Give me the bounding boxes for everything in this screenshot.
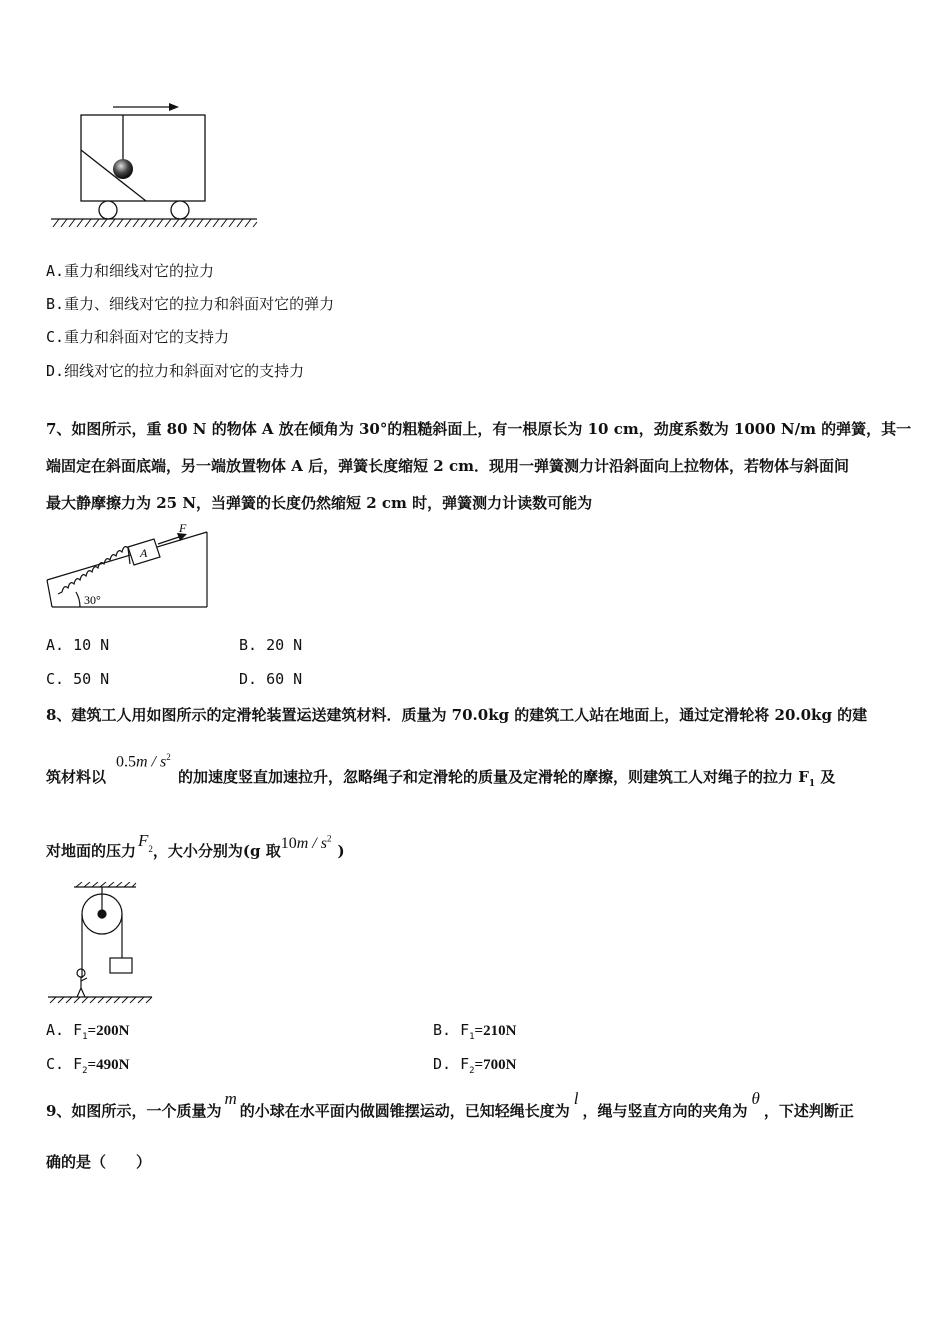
worker-head bbox=[77, 969, 85, 977]
q8-f2-symbol: F bbox=[138, 831, 149, 850]
q8-line3-prefix: 对地面的压力 bbox=[46, 842, 137, 860]
q8-option-c-pre: C. F bbox=[46, 1055, 83, 1073]
q8-line-1: 8、建筑工人用如图所示的定滑轮装置运送建筑材料．质量为 70.0kg 的建筑工人站在地面上，通过定滑轮将 20.0kg 的建 bbox=[46, 706, 868, 724]
incline-end bbox=[47, 580, 52, 607]
wheel-right bbox=[171, 201, 189, 219]
angle-label: 30° bbox=[84, 593, 101, 607]
q9-line-1 bbox=[46, 1089, 854, 1121]
q8-g-num: 10 bbox=[280, 835, 297, 852]
q9-part2: 的小球在水平面内做圆锥摆运动，已知轻绳长度为 bbox=[239, 1102, 570, 1120]
q9-part4: ，下述判断正 bbox=[763, 1102, 854, 1120]
incline-slope bbox=[47, 532, 207, 580]
incline-line bbox=[81, 150, 146, 201]
q8-option-d-pre: D. F bbox=[433, 1055, 470, 1073]
q6-option-c[interactable]: C.重力和斜面对它的支持力 bbox=[46, 328, 230, 346]
cart-figure bbox=[45, 98, 265, 230]
q7-line-3: 最大静摩擦力为 25 N，当弹簧的长度仍然缩短 2 cm 时，弹簧测力计读数可能为 bbox=[46, 494, 593, 512]
q8-line2-end: 及 bbox=[815, 768, 836, 786]
worker-leg-r bbox=[81, 988, 85, 997]
q9-line-2: 确的是（ ） bbox=[46, 1153, 152, 1171]
q6-option-b[interactable]: B.重力、细线对它的拉力和斜面对它的弹力 bbox=[46, 295, 335, 313]
ceiling-hatch bbox=[76, 882, 136, 887]
q8-option-a-sub: 1 bbox=[82, 1032, 88, 1042]
q8-g-expr bbox=[281, 835, 332, 852]
q7-option-b[interactable]: B. 20 N bbox=[239, 636, 303, 654]
q8-g-unit: m / s bbox=[296, 835, 327, 852]
q8-option-b-post: =210N bbox=[474, 1023, 517, 1039]
pulley-figure bbox=[44, 882, 156, 1006]
q8-option-b-sub: 1 bbox=[469, 1032, 475, 1042]
q8-option-c-post: =490N bbox=[87, 1057, 130, 1073]
floor-hatch bbox=[50, 997, 152, 1003]
wheel-left bbox=[99, 201, 117, 219]
ball bbox=[113, 159, 133, 179]
q8-option-a-pre: A. F bbox=[46, 1021, 83, 1039]
q8-option-d[interactable] bbox=[433, 1055, 516, 1076]
incline-figure bbox=[42, 520, 214, 612]
q8-option-d-post: =700N bbox=[474, 1057, 517, 1073]
q8-f2-sub: 2 bbox=[148, 844, 153, 854]
angle-arc bbox=[76, 592, 80, 607]
spring-coil bbox=[58, 547, 130, 594]
q8-line3-end: ) bbox=[337, 842, 345, 860]
q8-line2-prefix: 筑材料以 bbox=[46, 768, 107, 786]
q8-g-exp: 2 bbox=[326, 833, 332, 844]
load-box bbox=[110, 958, 132, 973]
q8-accel-exp: 2 bbox=[166, 752, 171, 762]
arrow-head bbox=[169, 103, 179, 111]
q8-accel-unit: m / s bbox=[136, 753, 167, 771]
q9-theta: θ bbox=[751, 1089, 760, 1108]
q6-option-a[interactable]: A.重力和细线对它的拉力 bbox=[46, 262, 215, 280]
worker-leg-l bbox=[77, 988, 81, 997]
q8-option-c-sub: 2 bbox=[82, 1066, 88, 1076]
q8-option-a[interactable] bbox=[46, 1021, 129, 1042]
q8-accel-expr bbox=[116, 752, 171, 771]
cart-body bbox=[81, 115, 205, 201]
force-label: F bbox=[179, 521, 187, 535]
q8-option-b-pre: B. F bbox=[433, 1021, 470, 1039]
q8-option-b[interactable] bbox=[433, 1021, 516, 1042]
block-label: A bbox=[140, 546, 148, 560]
q9-part3: ，绳与竖直方向的夹角为 bbox=[582, 1102, 748, 1120]
q9-l: l bbox=[573, 1089, 579, 1108]
pulley-axle bbox=[98, 910, 106, 918]
q9-m: m bbox=[224, 1089, 237, 1108]
q7-option-c[interactable]: C. 50 N bbox=[46, 670, 110, 688]
q8-option-a-post: =200N bbox=[87, 1023, 130, 1039]
q8-accel-num: 0.5 bbox=[116, 753, 136, 771]
q7-line-2: 端固定在斜面底端，另一端放置物体 A 后，弹簧长度缩短 2 cm．现用一弹簧测力计沿斜面向上拉物体，若物体与斜面间 bbox=[46, 457, 849, 475]
ground-hatch bbox=[53, 219, 257, 227]
q9-part1: 9、如图所示，一个质量为 bbox=[46, 1102, 222, 1120]
worker-arm bbox=[81, 978, 87, 981]
q8-f1-sub: 1 bbox=[808, 779, 816, 789]
q8-line2-suffix: 的加速度竖直加速拉升，忽略绳子和定滑轮的质量及定滑轮的摩擦，则建筑工人对绳子的拉力 F bbox=[178, 768, 809, 786]
q7-line-1: 7、如图所示，重 80 N 的物体 A 放在倾角为 30°的粗糙斜面上，有一根原长为 10 cm，劲度系数为 1000 N/m 的弹簧，其一 bbox=[46, 420, 912, 438]
q6-option-d[interactable]: D.细线对它的拉力和斜面对它的支持力 bbox=[46, 362, 305, 380]
q8-option-c[interactable] bbox=[46, 1055, 129, 1076]
q7-option-d[interactable]: D. 60 N bbox=[239, 670, 303, 688]
q7-option-a[interactable]: A. 10 N bbox=[46, 636, 110, 654]
q8-line3-mid: ，大小分别为(g 取 bbox=[152, 842, 281, 860]
q8-line-3 bbox=[46, 831, 345, 862]
q8-option-d-sub: 2 bbox=[469, 1066, 475, 1076]
